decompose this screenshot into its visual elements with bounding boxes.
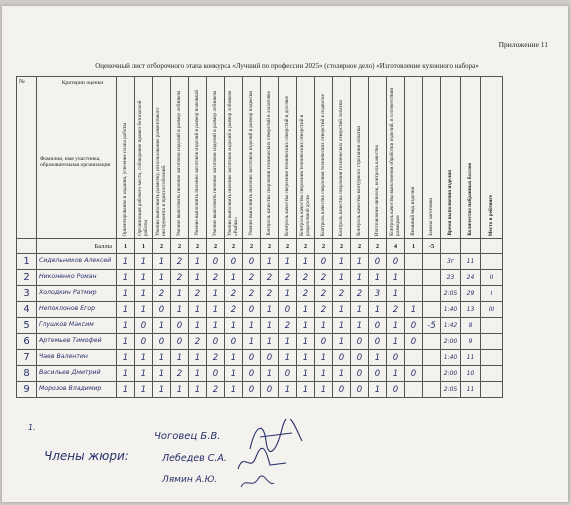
score-cell: 3 — [369, 286, 387, 302]
score-cell: 1 — [117, 366, 135, 382]
score-label: Баллы — [37, 239, 117, 254]
row-number: 4 — [17, 302, 37, 318]
score-cell — [481, 334, 503, 350]
jury-name-3: Лямин А.Ю. — [162, 475, 218, 485]
score-cell: 1 — [387, 366, 405, 382]
criterion-label: Замена заготовки — [427, 197, 434, 236]
score-cell: 0 — [207, 254, 225, 270]
score-cell: 1 — [333, 302, 351, 318]
max-score-cell — [441, 239, 461, 254]
score-cell — [405, 350, 423, 366]
criterion-label: Контроль качества контурного строгания лопатки — [355, 126, 362, 236]
criterion-label: Умение выполнить пиление заготовок изделий в размер лобзиком — [211, 90, 218, 236]
participant-name: Холодкин Ратмир — [37, 286, 117, 302]
score-cell: 1 — [171, 382, 189, 398]
max-score-cell: 2 — [153, 239, 171, 254]
score-cell: 2:05 — [441, 286, 461, 302]
score-cell: 2 — [297, 286, 315, 302]
score-cell — [423, 270, 441, 286]
participant-name: Артемьев Тимофей — [37, 334, 117, 350]
score-cell: 2 — [279, 318, 297, 334]
criterion-header — [405, 77, 423, 239]
score-cell: 1 — [117, 382, 135, 398]
score-cell: 1 — [189, 270, 207, 286]
score-cell — [481, 350, 503, 366]
max-score-cell — [461, 239, 481, 254]
score-table — [16, 76, 503, 398]
score-cell: 1 — [333, 254, 351, 270]
score-cell: 1 — [351, 270, 369, 286]
score-cell: 1 — [297, 350, 315, 366]
score-cell: 0 — [171, 334, 189, 350]
score-cell: 1 — [207, 286, 225, 302]
score-cell — [481, 254, 503, 270]
score-cell: 2 — [207, 270, 225, 286]
criterion-header — [461, 77, 481, 239]
criterion-label: Контроль качества сверления технических отверстий в подвеске — [319, 93, 326, 236]
score-cell: 13 — [461, 302, 481, 318]
jury-name-2: Лебедев С.А. — [162, 453, 227, 464]
score-cell: 2 — [315, 286, 333, 302]
score-cell: 24 — [461, 270, 481, 286]
score-cell: 1 — [153, 350, 171, 366]
score-cell — [423, 302, 441, 318]
score-cell: 1 — [171, 286, 189, 302]
score-cell: 1 — [135, 366, 153, 382]
score-cell: 0 — [279, 366, 297, 382]
score-cell — [405, 382, 423, 398]
score-cell: 2 — [225, 302, 243, 318]
score-cell: 2 — [351, 286, 369, 302]
score-cell: 11 — [461, 382, 481, 398]
row-number: 8 — [17, 366, 37, 382]
max-score-cell: 2 — [333, 239, 351, 254]
score-cell: 2 — [171, 254, 189, 270]
criterion-header — [333, 77, 351, 239]
criterion-header — [369, 77, 387, 239]
row-number: 2 — [17, 270, 37, 286]
score-cell: 1 — [387, 286, 405, 302]
criterion-label: Умение выполнить разметку, использование разметочного инструмента и приспособлений. — [154, 107, 167, 236]
score-cell: 0 — [387, 382, 405, 398]
max-score-cell: 1 — [405, 239, 423, 254]
signature-scribble-3 — [238, 473, 278, 493]
criterion-label: Время выполнения изделия — [446, 170, 453, 236]
score-cell: 0 — [333, 350, 351, 366]
score-cell: 9 — [461, 334, 481, 350]
score-cell: 2 — [153, 286, 171, 302]
score-cell: 1 — [171, 302, 189, 318]
score-cell: 29 — [461, 286, 481, 302]
score-cell: 1 — [279, 254, 297, 270]
score-cell: 1:40 — [441, 302, 461, 318]
signatures-block — [2, 401, 568, 501]
score-cell: 1 — [297, 366, 315, 382]
criterion-header — [135, 77, 153, 239]
score-cell: 0 — [351, 350, 369, 366]
criterion-label: Изготовление шпилек, контроль качества — [373, 144, 380, 236]
score-cell — [481, 366, 503, 382]
participant-name: Сидельников Алексей — [37, 254, 117, 270]
score-cell — [423, 254, 441, 270]
score-cell: -5 — [423, 318, 441, 334]
participant-label: Фамилия, имя участника, образовательная организация — [40, 156, 111, 169]
criterion-label: Контроль качества сверления технических отверстий в лопаточке — [265, 91, 272, 236]
score-cell: 0 — [243, 366, 261, 382]
score-cell — [405, 286, 423, 302]
participant-row — [17, 270, 503, 286]
score-cell: 1 — [387, 334, 405, 350]
max-score-cell: 2 — [225, 239, 243, 254]
number-column-header: № — [17, 77, 37, 239]
score-cell: 1 — [153, 270, 171, 286]
score-cell — [423, 366, 441, 382]
criterion-label: Контроль качества сверления технических отверстий лопатки — [337, 99, 344, 236]
criterion-header — [117, 77, 135, 239]
score-cell: 2 — [387, 302, 405, 318]
score-cell: 1 — [225, 318, 243, 334]
score-cell: 0 — [243, 382, 261, 398]
score-cell: 1 — [351, 318, 369, 334]
row-number: 6 — [17, 334, 37, 350]
score-cell: 11 — [461, 350, 481, 366]
score-cell: 0 — [225, 254, 243, 270]
score-cell: 1 — [387, 318, 405, 334]
max-score-cell: 2 — [351, 239, 369, 254]
criteria-label: Критерии оценки — [61, 80, 104, 86]
score-cell: 0 — [279, 302, 297, 318]
max-score-cell: -5 — [423, 239, 441, 254]
score-cell: 1 — [189, 302, 207, 318]
score-cell: 0 — [405, 318, 423, 334]
score-cell: 0 — [261, 350, 279, 366]
criterion-label: Ориентирование в задании, усвоение плана работы — [121, 122, 128, 236]
criterion-label: Умение выполнить пиление заготовок изделий в размер лобзиком «Рыбка» — [226, 90, 239, 236]
criteria-header — [37, 77, 117, 239]
row-number: 3 — [17, 286, 37, 302]
score-cell: 1 — [153, 318, 171, 334]
max-score-cell — [481, 239, 503, 254]
score-cell — [423, 286, 441, 302]
score-cell: 1 — [279, 286, 297, 302]
criterion-label: Организация рабочего места, соблюдение правил безопасной работы — [136, 100, 149, 236]
score-cell: 1 — [189, 382, 207, 398]
score-cell: 2 — [225, 286, 243, 302]
row-number: 5 — [17, 318, 37, 334]
max-score-cell: 2 — [189, 239, 207, 254]
score-cell: 0 — [135, 318, 153, 334]
score-cell: 1 — [333, 270, 351, 286]
score-cell: 1 — [135, 302, 153, 318]
max-score-cell: 2 — [171, 239, 189, 254]
criterion-label: Контроль качества выполнения обработки изделий, в соответствии размерам — [388, 87, 401, 236]
score-cell: 0 — [405, 334, 423, 350]
score-cell: 0 — [369, 334, 387, 350]
criterion-label: Контроль качества сверления технических отверстий в разделочной доске — [298, 114, 311, 236]
participant-name: Васильев Дмитрий — [37, 366, 117, 382]
score-cell: 1 — [243, 318, 261, 334]
score-cell: 1 — [189, 350, 207, 366]
score-cell: 2:05 — [441, 382, 461, 398]
score-cell: 1 — [261, 254, 279, 270]
score-cell: 0 — [369, 366, 387, 382]
max-score-cell: 2 — [243, 239, 261, 254]
score-cell: 1 — [297, 302, 315, 318]
score-cell: 1 — [117, 254, 135, 270]
score-cell: 1 — [279, 382, 297, 398]
score-cell — [405, 270, 423, 286]
criterion-label: Внешний вид изделия — [409, 187, 416, 236]
participant-row — [17, 318, 503, 334]
score-cell: 1 — [315, 382, 333, 398]
criterion-header — [261, 77, 279, 239]
participant-name: Чаев Валентин — [37, 350, 117, 366]
signature-mark: 1. — [28, 423, 36, 432]
max-score-cell: 4 — [387, 239, 405, 254]
evaluation-sheet — [2, 6, 568, 502]
score-cell: 0 — [207, 334, 225, 350]
score-cell: 1 — [369, 350, 387, 366]
score-cell: 1 — [135, 382, 153, 398]
score-cell: 1 — [387, 270, 405, 286]
score-cell: 0 — [225, 334, 243, 350]
score-cell: 2 — [279, 270, 297, 286]
score-cell: 1 — [135, 350, 153, 366]
score-cell: 0 — [171, 318, 189, 334]
score-cell: 1 — [153, 382, 171, 398]
criterion-label: Контроль качества сверления технических отверстий в досочке — [283, 96, 290, 236]
criterion-header — [351, 77, 369, 239]
score-cell: 1 — [297, 318, 315, 334]
score-cell: III — [481, 302, 503, 318]
criterion-label: Умение выполнить пиление заготовок изделий в размер ножовкой — [193, 90, 200, 236]
score-cell: 2 — [297, 270, 315, 286]
score-cell: 1 — [189, 318, 207, 334]
score-cell: 1 — [207, 302, 225, 318]
score-cell: 10 — [461, 366, 481, 382]
score-cell: 1 — [369, 270, 387, 286]
criterion-header — [441, 77, 461, 239]
score-cell: 0 — [135, 334, 153, 350]
score-cell: 0 — [153, 334, 171, 350]
score-cell: 2 — [171, 270, 189, 286]
score-cell: 2 — [207, 350, 225, 366]
score-cell: 2 — [189, 286, 207, 302]
criterion-header — [423, 77, 441, 239]
score-cell: 0 — [369, 318, 387, 334]
score-cell: 2:00 — [441, 334, 461, 350]
score-cell: 1:42 — [441, 318, 461, 334]
jury-label: Члены жюри: — [44, 449, 129, 463]
appendix-label: Приложение 11 — [498, 40, 548, 49]
score-cell: 11 — [461, 254, 481, 270]
score-cell: 1 — [243, 334, 261, 350]
score-cell: 23 — [441, 270, 461, 286]
max-score-cell: 2 — [261, 239, 279, 254]
score-cell: 1 — [225, 270, 243, 286]
participant-name: Глушков Максим — [37, 318, 117, 334]
score-cell: 0 — [315, 334, 333, 350]
score-cell: 1:40 — [441, 350, 461, 366]
criterion-header — [387, 77, 405, 239]
score-cell: I — [481, 286, 503, 302]
score-cell: 2 — [243, 286, 261, 302]
score-cell: 1 — [225, 382, 243, 398]
participant-row — [17, 302, 503, 318]
score-cell — [423, 350, 441, 366]
score-cell: 1 — [261, 318, 279, 334]
score-cell: 0 — [243, 350, 261, 366]
max-score-cell: 2 — [207, 239, 225, 254]
score-cell: 1 — [225, 350, 243, 366]
criterion-label: Место в рейтинге — [487, 194, 494, 236]
score-cell: 1 — [225, 366, 243, 382]
max-score-cell: 2 — [279, 239, 297, 254]
score-cell — [481, 382, 503, 398]
score-cell: 1 — [315, 350, 333, 366]
row-number: 7 — [17, 350, 37, 366]
score-cell: 1 — [297, 382, 315, 398]
sheet-title: Оценочный лист отборочного этапа конкурса «Лучший по профессии 2025» (столярное дело) «Изготовление кухонного набора» — [95, 62, 479, 70]
participant-row — [17, 334, 503, 350]
participant-row — [17, 366, 503, 382]
score-cell — [405, 254, 423, 270]
score-cell: 1 — [135, 286, 153, 302]
max-score-cell: 2 — [315, 239, 333, 254]
score-cell: 0 — [153, 302, 171, 318]
participant-row — [17, 286, 503, 302]
participant-name: Морозов Владимир — [37, 382, 117, 398]
score-cell — [423, 382, 441, 398]
score-cell: 2:00 — [441, 366, 461, 382]
criterion-header — [279, 77, 297, 239]
participant-row — [17, 382, 503, 398]
score-cell: 1 — [117, 270, 135, 286]
max-score-cell: 1 — [117, 239, 135, 254]
max-score-cell: 1 — [135, 239, 153, 254]
score-cell: 1 — [315, 366, 333, 382]
row-number: 9 — [17, 382, 37, 398]
criterion-label: Умение выполнить пиление заготовок изделий в размер лобзиком — [175, 90, 182, 236]
score-cell: 1 — [333, 366, 351, 382]
score-cell: 0 — [369, 254, 387, 270]
score-cell: 1 — [189, 254, 207, 270]
criterion-header — [243, 77, 261, 239]
participant-row — [17, 254, 503, 270]
score-cell: 1 — [135, 270, 153, 286]
criterion-header — [225, 77, 243, 239]
score-cell: 1 — [261, 302, 279, 318]
score-cell: 1 — [261, 366, 279, 382]
score-cell: 2 — [315, 302, 333, 318]
score-cell: 1 — [279, 350, 297, 366]
score-cell: 1 — [117, 318, 135, 334]
score-cell: 1 — [153, 366, 171, 382]
score-cell: 2 — [171, 366, 189, 382]
score-cell: 2 — [315, 270, 333, 286]
row-number: 1 — [17, 254, 37, 270]
jury-name-1: Чоговец Б.В. — [154, 431, 221, 442]
score-cell: 8 — [461, 318, 481, 334]
score-cell: 2 — [189, 334, 207, 350]
score-cell: 0 — [351, 366, 369, 382]
score-cell: 0 — [261, 382, 279, 398]
participant-name: Непоклонов Егор — [37, 302, 117, 318]
score-cell: 1 — [279, 334, 297, 350]
score-cell: 1 — [369, 382, 387, 398]
score-cell: 1 — [315, 318, 333, 334]
score-cell: 2 — [243, 270, 261, 286]
score-cell — [423, 334, 441, 350]
criterion-header — [297, 77, 315, 239]
participant-row — [17, 350, 503, 366]
score-cell: 0 — [243, 254, 261, 270]
score-cell: 2 — [261, 286, 279, 302]
score-cell: 1 — [117, 334, 135, 350]
criterion-header — [171, 77, 189, 239]
score-cell: II — [481, 270, 503, 286]
score-cell: 2 — [261, 270, 279, 286]
score-cell — [481, 318, 503, 334]
score-cell: 1 — [333, 318, 351, 334]
score-cell: 1 — [117, 286, 135, 302]
criterion-header — [189, 77, 207, 239]
criterion-header — [481, 77, 503, 239]
score-cell: 0 — [351, 382, 369, 398]
score-cell: 1 — [189, 366, 207, 382]
score-cell: 0 — [405, 366, 423, 382]
score-cell: 1 — [135, 254, 153, 270]
score-cell: 0 — [351, 334, 369, 350]
score-cell: 0 — [315, 254, 333, 270]
score-cell: 0 — [333, 382, 351, 398]
score-cell: 0 — [387, 350, 405, 366]
score-cell: 1 — [207, 318, 225, 334]
score-cell: 1 — [405, 302, 423, 318]
score-cell: 1 — [333, 334, 351, 350]
criterion-label: Умение выполнить пиление заготовок изделий в размер подвески — [247, 91, 254, 236]
criterion-header — [315, 77, 333, 239]
participant-name: Никоненко Роман — [37, 270, 117, 286]
score-cell: 1 — [369, 302, 387, 318]
score-cell: 1 — [117, 302, 135, 318]
score-cell: 2 — [207, 382, 225, 398]
score-cell: 1 — [153, 254, 171, 270]
criterion-label: Количество набранных баллов — [466, 163, 473, 236]
score-cell: 1 — [261, 334, 279, 350]
score-cell: 1 — [171, 350, 189, 366]
score-cell: 1 — [117, 350, 135, 366]
max-score-cell: 2 — [369, 239, 387, 254]
score-cell: 1 — [297, 254, 315, 270]
score-cell: 0 — [207, 366, 225, 382]
score-cell: 1 — [351, 302, 369, 318]
score-cell: 0 — [243, 302, 261, 318]
score-row-spacer — [17, 239, 37, 254]
criterion-header — [207, 77, 225, 239]
max-score-cell: 2 — [297, 239, 315, 254]
score-cell: 0 — [387, 254, 405, 270]
score-cell: 1 — [297, 334, 315, 350]
score-cell: 2 — [333, 286, 351, 302]
criterion-header — [153, 77, 171, 239]
score-cell: 1 — [351, 254, 369, 270]
score-cell: 3г — [441, 254, 461, 270]
